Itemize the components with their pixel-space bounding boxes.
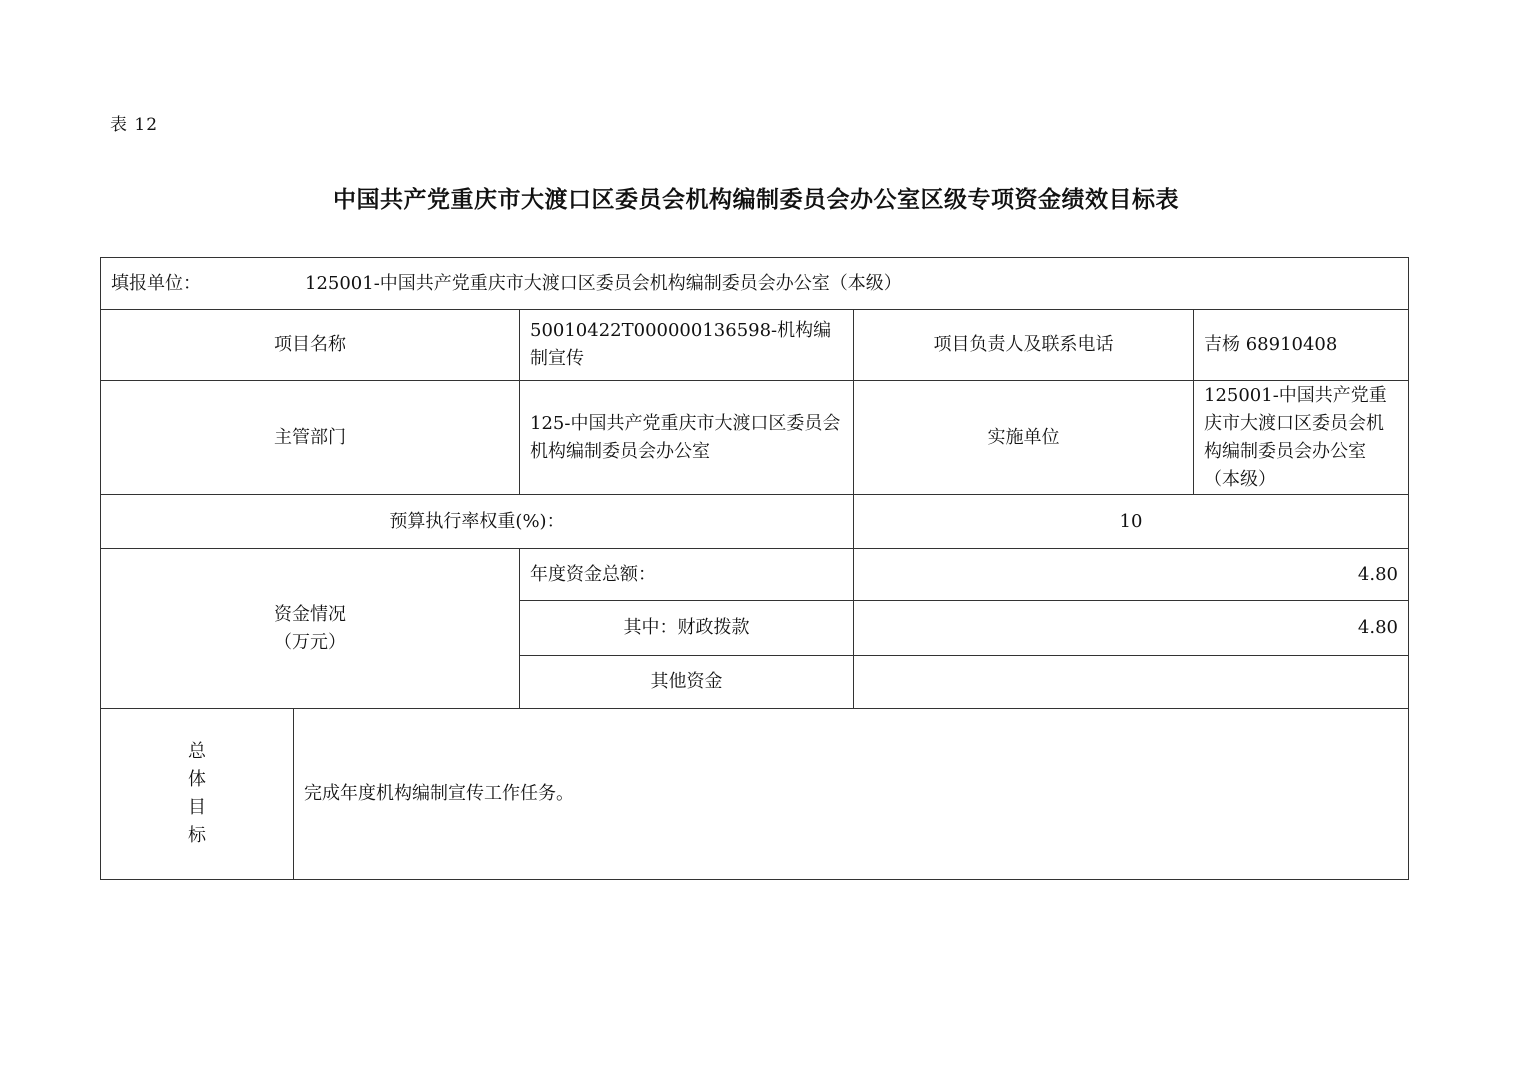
implementer-label: 实施单位 [854,381,1194,495]
implementer-value: 125001-中国共产党重庆市大渡口区委员会机构编制委员会办公室（本级） [1194,381,1409,495]
project-name-row [101,310,1409,381]
other-funds-value [854,656,1409,709]
reporting-unit-value: 125001-中国共产党重庆市大渡口区委员会机构编制委员会办公室（本级） [305,272,902,294]
fiscal-value: 4.80 [854,601,1409,656]
table-number: 表 12 [110,115,159,135]
funds-label-line2: （万元） [274,631,346,653]
budget-weight-label: 预算执行率权重(%)： [101,495,854,549]
overall-goal-label [101,709,294,880]
contact-value: 吉杨 68910408 [1194,310,1409,381]
annual-total-label: 年度资金总额： [520,549,854,601]
budget-weight-value: 10 [854,495,1409,549]
reporting-unit-row [101,258,1409,310]
overall-goal-value: 完成年度机构编制宣传工作任务。 [294,709,1409,880]
overall-goal-row [101,709,1409,880]
project-name-label: 项目名称 [101,310,520,381]
goal-label-char: 体 [188,769,206,790]
budget-weight-row [101,495,1409,549]
goal-label-char: 目 [188,797,206,818]
other-funds-label: 其他资金 [520,656,854,709]
performance-target-table [100,257,1409,880]
reporting-unit-label: 填报单位： [111,272,201,294]
goal-label-char: 总 [188,741,206,762]
fiscal-label: 其中：财政拨款 [520,601,854,656]
department-row [101,381,1409,495]
reporting-unit-cell [101,258,1409,310]
annual-total-value: 4.80 [854,549,1409,601]
annual-total-row [101,549,1409,601]
document-title: 中国共产党重庆市大渡口区委员会机构编制委员会办公室区级专项资金绩效目标表 [333,187,1179,213]
department-value: 125-中国共产党重庆市大渡口区委员会机构编制委员会办公室 [520,381,854,495]
goal-label-char: 标 [188,825,206,846]
project-name-value: 50010422T000000136598-机构编制宣传 [520,310,854,381]
contact-label: 项目负责人及联系电话 [854,310,1194,381]
funds-label-line1: 资金情况 [274,603,346,625]
funds-label [101,549,520,709]
department-label: 主管部门 [101,381,520,495]
